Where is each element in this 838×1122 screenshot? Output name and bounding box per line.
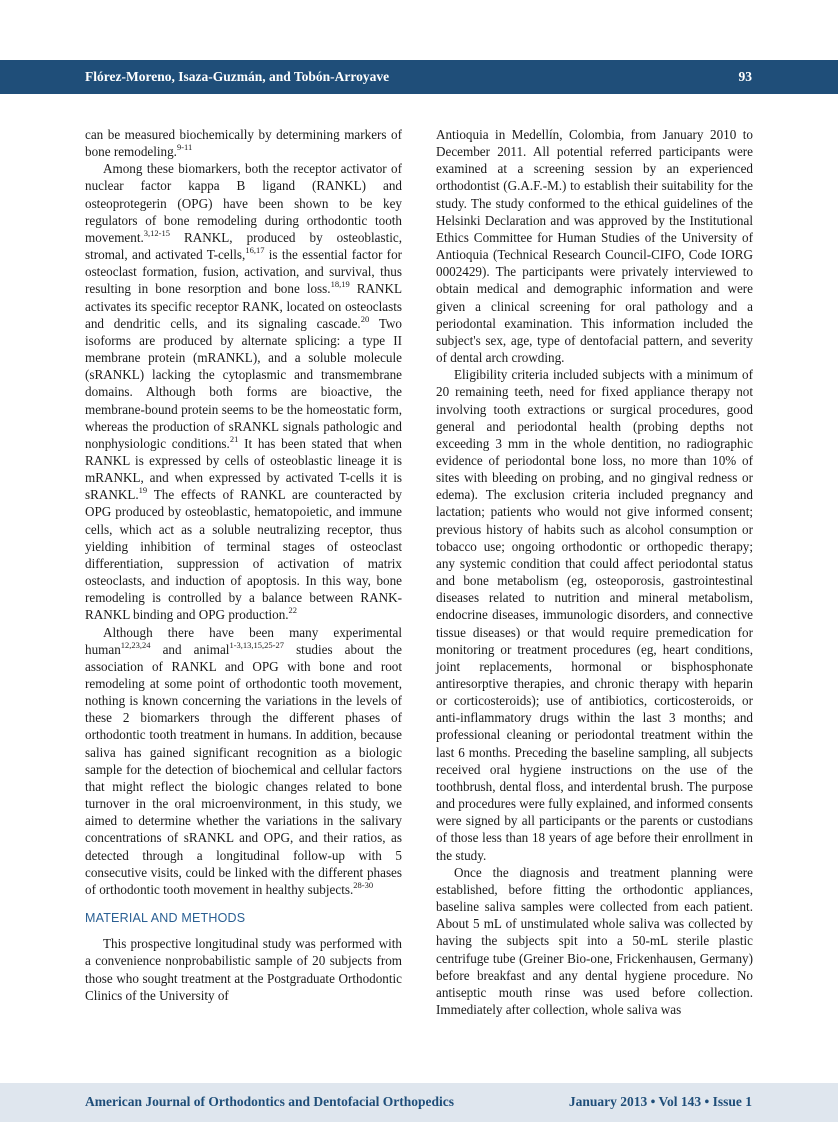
paragraph: Antioquia in Medellín, Colombia, from January 2010 to December 2011. All potential referred participants were examined at a screening session by an experienced orthodontist (G.A.F.-M.) to establish their suitability for the study. The study conformed to the ethical guidelines of the Helsinki Declaration and was approved by the Institutional Ethics Committee for Human Studies of the University of Antioquia (Technical Research Council-CIFO, Code IORG 0002429). The participants were privately interviewed to obtain medical and demographic information and were given a clinical screening for oral pathology and a periodontal examination. This information included the subject's sex, age, type of dentofacial pattern, and severity of dental arch crowding. [436, 127, 753, 366]
citation[interactable]: 16,17 [245, 245, 265, 256]
citation[interactable]: 20 [360, 313, 370, 324]
paragraph: Eligibility criteria included subjects with a minimum of 20 remaining teeth, need for fixed appliance therapy not involving tooth extractions or surgical procedures, good general and periodontal health (probing depths not exceeding 3 mm in the whole dentition, no radiographic evidence of periodontal bone loss, no more than 10% of sites with bleeding on probing, and no gingival redness or edema). The exclusion criteria included pregnancy and lactation; patients who would not give informed consent; previous history of habits such as alcohol consumption or tobacco use; ongoing orthodontic or orthopedic therapy; any systemic condition that could affect periodontal status and bone metabolism (eg, osteoporosis, gastrointestinal diseases related to nutrition and mineral metabolism, endocrine diseases, immunologic disorders, and connective tissue diseases) or that would require premedication for monitoring or treatment procedures (eg, heart conditions, joint replacements, hormonal or bisphosphonate antiresorptive therapies, and chronic therapy with heparin or corticosteroids); use of antibiotics, corticosteroids, or anti-inflammatory drugs within the last 3 months; and professional cleaning or periodontal treatment within the last 6 months. Preceding the baseline sampling, all subjects received oral hygiene instructions on the use of the toothbrush, dental floss, and interdental brush. The purpose and procedures were fully explained, and informed consents were signed by all participants or the parents or custodians of those less than 18 years of age before their enrollment in the study. [436, 367, 753, 863]
citation[interactable]: 19 [138, 485, 148, 496]
paragraph: Among these biomarkers, both the receptor activator of nuclear factor kappa B ligand (RANKL) and osteoprotegerin (OPG) have been shown to be key regulators of bone remodeling during orthodontic tooth movement.$^{3,12-15}$ RANKL, produced by osteoblastic, stromal, and activated T-cells,$^{16,17}$ is the essential factor for osteoclast formation, fusion, activation, and survival, thus resulting in bone resorption and bone loss.$^{18,19}$ RANKL activates its specific receptor RANK, located on osteoclasts and dendritic cells, and its signaling cascade.$^{20}$ Two isoforms are produced by alternate splicing: a type II membrane protein (mRANKL), and a soluble molecule (sRANKL) lacking the cytoplasmic and transmembrane domains. Although both forms are bioactive, the membrane-bound protein seems to be the homeostatic form, whereas the production of sRANKL signals pathologic and nonphysiologic conditions.$^{21}$ It has been stated that when RANKL is expressed by cells of osteoblastic lineage it is mRANKL, and when expressed by activated T-cells it is sRANKL.$^{19}$ The effects of RANKL are counteracted by OPG produced by osteoblastic, hematopoietic, and immune cells, which act as a soluble neutralizing receptor, thus yielding inhibition of terminal stages of osteoclast differentiation, suppression of activation of matrix osteoclasts, and induction of apoptosis. In this way, bone remodeling is controlled by a balance between RANK-RANKL binding and OPG production.$^{22}$ [85, 161, 403, 623]
running-header [0, 60, 838, 94]
issue-info: January 2013 • Vol 143 • Issue 1 [568, 1094, 752, 1109]
citation[interactable]: 18,19 [330, 279, 350, 290]
right-column [436, 126, 753, 1018]
citation[interactable]: 22 [288, 605, 298, 616]
paragraph: Although there have been many experimental human$^{12,23,24}$ and animal$^{1-3,13,15,25-27}$ studies about the association of RANKL and OPG with bone and root remodeling at some point of orthodontic tooth movement, nothing is known concerning the variations in the levels of these 2 biomarkers through the different phases of orthodontic tooth treatment in humans. In addition, because saliva has gained significant recognition as a biologic sample for the detection of biochemical and cellular factors that might reflect the biologic changes related to bone turnover in the oral microenvironment, in this study, we aimed to determine whether the variations in the salivary concentrations of sRANKL and OPG, and their ratios, as detected through a longitudinal follow-up with 5 consecutive visits, could be linked with the different phases of orthodontic tooth movement in healthy subjects.$^{28-30}$ [85, 624, 402, 897]
citation[interactable]: 1-3,13,15,25-27 [229, 639, 284, 650]
paragraph: Once the diagnosis and treatment planning were established, before fitting the orthodontic appliances, baseline saliva samples were collected from each patient. About 5 mL of unstimulated whole saliva was collected by having the subjects spit into a 50-mL sterile plastic centrifuge tube (Greiner Bio-one, Frickenhausen, Germany) before breakfast and any dental hygiene procedure. No antiseptic mouth rinse was used before collection. Immediately after collection, whole saliva was [436, 864, 753, 1017]
citation[interactable]: 12,23,24 [120, 639, 151, 650]
running-footer [0, 1083, 838, 1122]
running-header-authors: Flórez-Moreno, Isaza-Guzmán, and Tobón-Arroyave [85, 69, 390, 84]
citation[interactable]: 9-11 [176, 142, 193, 153]
citation[interactable]: 21 [229, 433, 239, 444]
citation[interactable]: 28-30 [353, 879, 374, 890]
paragraph: This prospective longitudinal study was performed with a convenience nonprobabilistic sample of 20 subjects from those who sought treatment at the Postgraduate Orthodontic Clinics of the University of [85, 936, 402, 1003]
citation[interactable]: 3,12-15 [143, 227, 170, 238]
page-number: 93 [738, 69, 752, 84]
section-heading-methods: MATERIAL AND METHODS [85, 911, 246, 926]
paragraph: can be measured biochemically by determining markers of bone remodeling.$^{9-11}$ [85, 127, 402, 160]
left-column [85, 126, 402, 1004]
journal-name: American Journal of Orthodontics and Dentofacial Orthopedics [85, 1094, 454, 1109]
